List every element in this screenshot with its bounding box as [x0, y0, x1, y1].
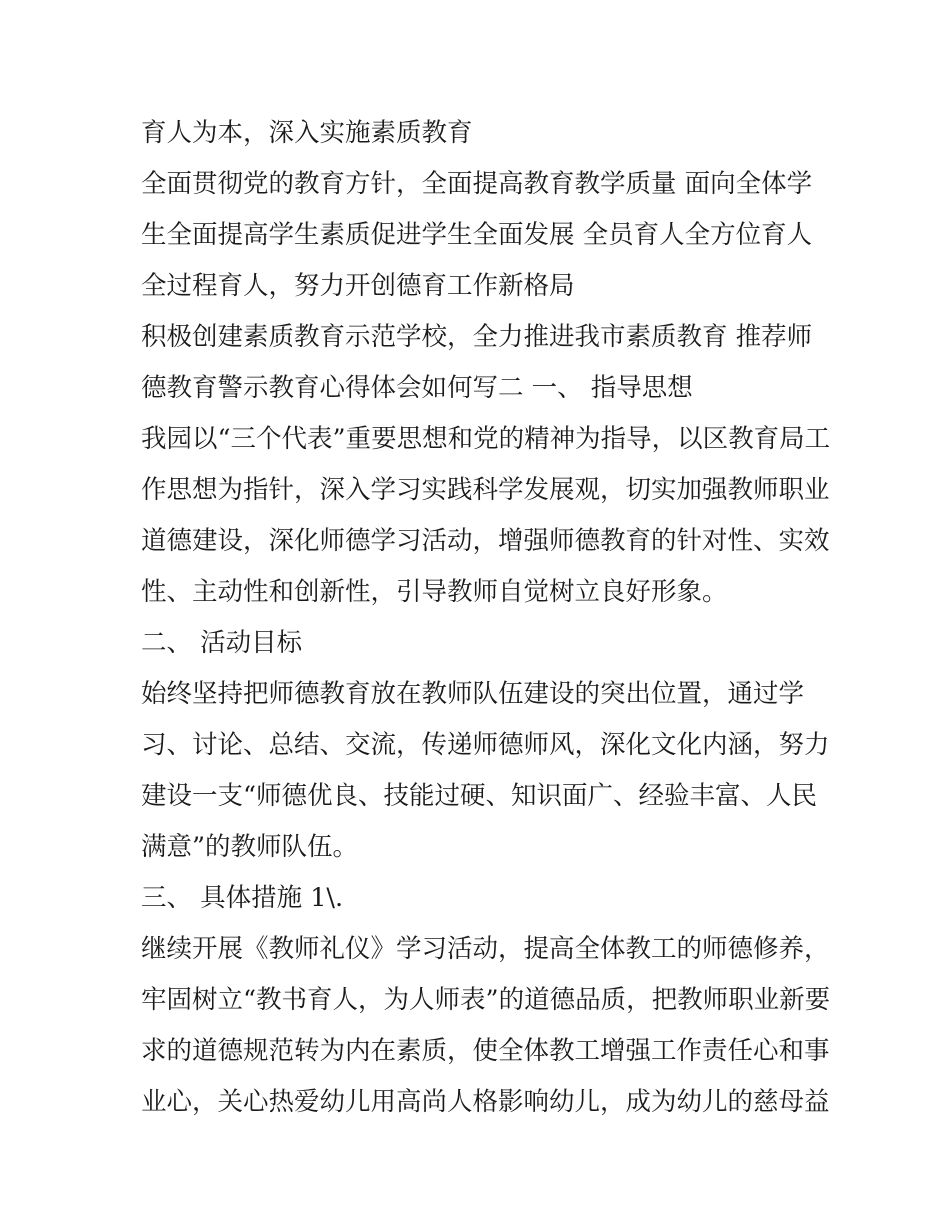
text-line: 求的道德规范转为内在素质，使全体教工增强工作责任心和事	[141, 1036, 830, 1066]
section-heading-line: 德教育警示教育心得体会如何写二 一、 指导思想	[141, 373, 693, 403]
text-line: 始终坚持把师德教育放在教师队伍建设的突出位置，通过学	[141, 679, 805, 709]
text-line: 我园以“三个代表”重要思想和党的精神为指导，以区教育局工	[141, 424, 831, 454]
text-line: 业心，关心热爱幼儿用高尚人格影响幼儿，成为幼儿的慈母益	[141, 1087, 830, 1117]
text-line: 满意”的教师队伍。	[141, 832, 359, 862]
text-line: 习、讨论、总结、交流，传递师德师风，深化文化内涵，努力	[141, 730, 830, 760]
text-line: 继续开展《教师礼仪》学习活动，提高全体教工的师德修养，	[141, 934, 830, 964]
text-line: 全过程育人，努力开创德育工作新格局	[141, 271, 575, 301]
text-line: 积极创建素质教育示范学校，全力推进我市素质教育 推荐师	[141, 322, 813, 352]
document-body	[141, 108, 831, 1128]
text-line: 生全面提高学生素质促进学生全面发展 全员育人全方位育人	[141, 220, 813, 250]
text-line: 建设一支“师德优良、技能过硬、知识面广、经验丰富、人民	[141, 781, 818, 811]
text-line: 牢固树立“教书育人，为人师表”的道德品质，把教师职业新要	[141, 985, 831, 1015]
text-line: 全面贯彻党的教育方针，全面提高教育教学质量 面向全体学	[141, 169, 813, 199]
text-line: 性、主动性和创新性，引导教师自觉树立良好形象。	[141, 577, 728, 607]
heading-line: 育人为本，深入实施素质教育	[141, 118, 473, 148]
section-heading-line: 二、 活动目标	[141, 628, 303, 658]
text-line: 道德建设，深化师德学习活动，增强师德教育的针对性、实效	[141, 526, 830, 556]
text-line: 作思想为指针，深入学习实践科学发展观，切实加强教师职业	[141, 475, 830, 505]
section-heading-line: 三、 具体措施 1\.	[141, 883, 344, 913]
